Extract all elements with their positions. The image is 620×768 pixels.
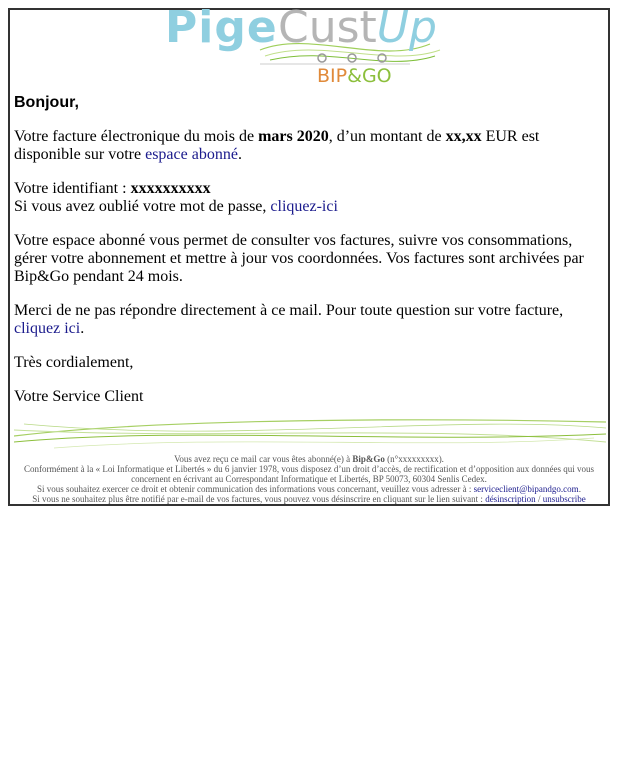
signature-text: Votre Service Client (14, 388, 144, 405)
identifier-label: Votre identifiant : (14, 180, 131, 197)
logo-amp-text: & (347, 65, 362, 87)
identifier-value: xxxxxxxxxx (130, 180, 211, 197)
forgot-password-link[interactable]: cliquez-ici (270, 198, 338, 215)
logo-custup-text (278, 2, 437, 53)
footer-subscription-line (14, 454, 604, 464)
logo-up-text: Up (376, 2, 437, 53)
customer-service-email-link[interactable]: serviceclient@bipandgo.com (473, 484, 579, 494)
pigecustup-banner (10, 2, 608, 96)
footer-privacy-line: Conformément à la « Loi Informatique et Libertés » du 6 janvier 1978, vous disposez d’un droit d’accès, de rectification et d’opposition aux données qui vous concernent en écrivant au Correspondant Informatique et Libertés, BP 50073, 60304 Senlis Cedex. (23, 464, 595, 484)
footer-contact-period: . (578, 484, 581, 494)
footer-link-separator: / (535, 494, 543, 504)
greeting: Bonjour, (14, 94, 79, 111)
no-reply-period: . (80, 320, 85, 337)
logo-bip-text: BIP (317, 65, 348, 87)
invoice-month: mars 2020 (258, 128, 329, 145)
forgot-password-text: Si vous avez oublié votre mot de passe, (14, 198, 271, 215)
footer-contact-line (14, 484, 604, 494)
logo-go-text: GO (361, 65, 392, 87)
unsubscribe-fr-link[interactable]: désinscription (485, 494, 536, 504)
footer-unsubscribe-line (14, 494, 604, 504)
subscriber-space-paragraph: Votre espace abonné vous permet de consulter vos factures, suivre vos consommations, gérer votre abonnement et mettre à jour vos coordonnées. Vos factures sont archivées par Bip&Go pendant 24 mois. (14, 232, 584, 285)
footer-account-number: (n°xxxxxxxxx). (384, 454, 444, 464)
unsubscribe-en-link[interactable]: unsubscribe (542, 494, 586, 504)
credentials-paragraph (14, 180, 604, 216)
email-message (8, 2, 610, 506)
closing-text: Très cordialement, (14, 354, 134, 371)
invoice-amount: xx,xx (445, 128, 482, 145)
footer-unsubscribe-text: Si vous ne souhaitez plus être notifié par e-mail de vos factures, vous pouvez vous désinscrire en cliquant sur le lien suivant : (32, 494, 486, 504)
footer-brand: Bip&Go (352, 454, 385, 464)
email-body (14, 94, 604, 422)
footer-contact-text: Si vous souhaitez exercer ce droit et obtenir communication des informations vous concernant, veuillez vous adresser à : (37, 484, 474, 494)
no-reply-text: Merci de ne pas répondre directement à ce mail. Pour toute question sur votre facture, (14, 302, 564, 319)
logo-cust-text: Cust (278, 2, 377, 53)
logo-pige-text: Pige (165, 2, 278, 53)
bipandgo-logo (317, 65, 392, 87)
email-footer (14, 454, 604, 504)
invoice-text-start: Votre facture électronique du mois de (14, 128, 259, 145)
contact-link[interactable]: cliquez ici (14, 320, 81, 337)
invoice-period: . (237, 146, 242, 163)
footer-subscription-text: Vous avez reçu ce mail car vous êtes abonné(e) à (174, 454, 353, 464)
footer-swoosh-decoration (14, 414, 606, 454)
no-reply-paragraph (14, 302, 604, 338)
invoice-text-end: EUR est disponible sur votre (14, 128, 540, 163)
invoice-paragraph (14, 128, 604, 164)
invoice-text-mid: , d’un montant de (328, 128, 446, 145)
subscriber-space-link[interactable]: espace abonné (145, 146, 238, 163)
